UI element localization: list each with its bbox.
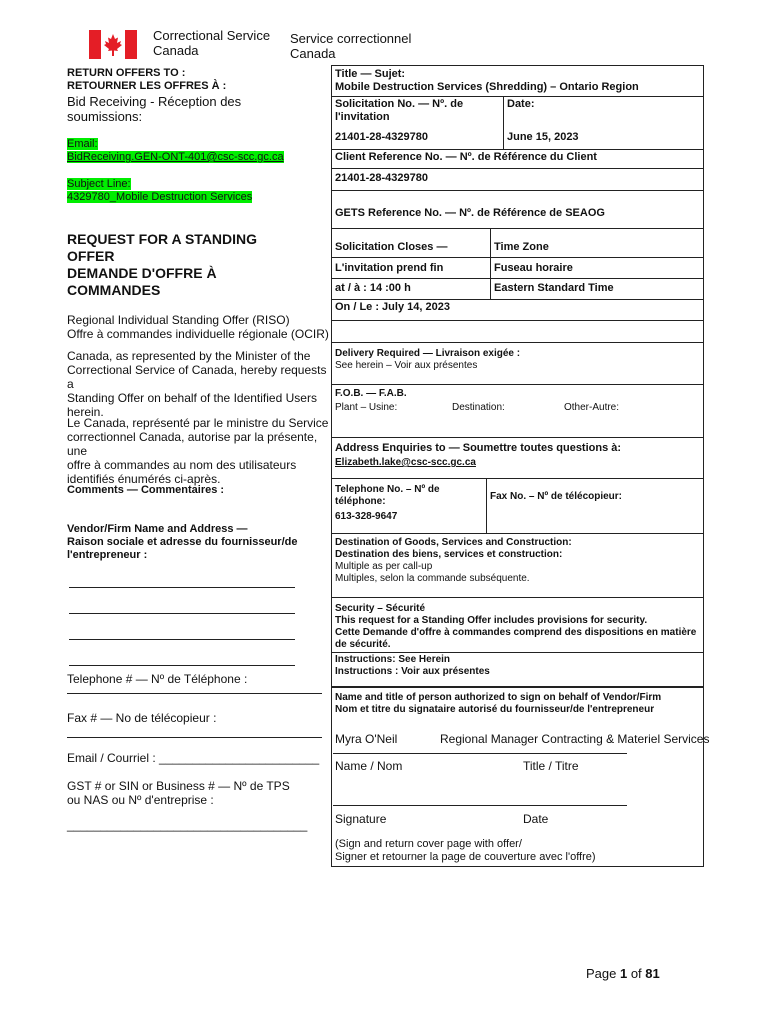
return-offers-en: RETURN OFFERS TO : bbox=[67, 67, 186, 79]
gets-ref-label: GETS Reference No. — Nº. de Référence de SEAOG bbox=[335, 207, 605, 219]
divider bbox=[331, 597, 704, 598]
security-fr-line1: Cette Demande d'offre à commandes comprend des dispositions en matière bbox=[335, 627, 697, 638]
tel-label-line1: Telephone No. – Nº de bbox=[335, 484, 440, 495]
canada-flag-logo bbox=[89, 30, 137, 59]
delivery-value: See herein – Voir aux présentes bbox=[335, 360, 478, 371]
tel-label-line2: téléphone: bbox=[335, 496, 386, 507]
email-link[interactable]: BidReceiving.GEN-ONT-401@csc-scc.gc.ca bbox=[67, 151, 284, 163]
title-label: Title — Sujet: bbox=[335, 68, 406, 80]
closes-time: at / à : 14 :00 h bbox=[335, 282, 411, 294]
divider bbox=[331, 320, 704, 321]
divider bbox=[331, 533, 704, 534]
fob-other: Other-Autre: bbox=[564, 402, 620, 413]
security-section bbox=[335, 603, 696, 651]
page-prefix: Page bbox=[586, 966, 620, 981]
divider bbox=[331, 342, 704, 343]
timezone-value: Eastern Standard Time bbox=[494, 282, 614, 294]
instructions-section bbox=[335, 654, 490, 678]
divider bbox=[331, 96, 704, 97]
dest-goods-en: Destination of Goods, Services and Construction: bbox=[335, 537, 572, 548]
date-sign-label: Date bbox=[523, 812, 549, 826]
gst-blank[interactable]: ____________________________________ bbox=[67, 818, 308, 832]
instructions-en: Instructions: See Herein bbox=[335, 654, 451, 665]
title-section bbox=[335, 68, 639, 94]
enquiries-email-link[interactable]: Elizabeth.lake@csc-scc.gc.ca bbox=[335, 457, 476, 468]
sign-return-note bbox=[335, 838, 596, 864]
riso-en: Regional Individual Standing Offer (RISO) bbox=[67, 313, 290, 327]
divider bbox=[331, 652, 704, 653]
security-label: Security – Sécurité bbox=[335, 603, 426, 614]
fax-blank-line[interactable] bbox=[67, 737, 322, 738]
vendor-blank-line-1[interactable] bbox=[69, 587, 295, 588]
vendor-line1: Vendor/Firm Name and Address — bbox=[67, 523, 248, 535]
divider bbox=[331, 168, 704, 169]
fob-plant: Plant – Usine: bbox=[335, 402, 398, 413]
vendor-blank-line-3[interactable] bbox=[69, 639, 295, 640]
divider bbox=[331, 257, 704, 258]
delivery-label: Delivery Required — Livraison exigée : bbox=[335, 348, 521, 359]
divider bbox=[331, 686, 704, 688]
auth-en: Name and title of person authorized to sign on behalf of Vendor/Firm bbox=[335, 692, 662, 703]
date-label: Date: bbox=[507, 98, 535, 110]
divider bbox=[331, 228, 704, 229]
signature-label: Signature bbox=[335, 812, 387, 826]
divider bbox=[331, 478, 704, 479]
page-total: 81 bbox=[645, 966, 660, 981]
document-title bbox=[67, 231, 257, 299]
subject-label: Subject Line: bbox=[67, 178, 131, 190]
gst-line1: GST # or SIN or Business # — Nº de TPS bbox=[67, 779, 290, 793]
email-courriel-label[interactable]: Email / Courriel : ________________________ bbox=[67, 751, 320, 765]
fax-label: Fax # — No de télécopieur : bbox=[67, 711, 217, 725]
sign-return-fr: Signer et retourner la page de couverture avec l'offre) bbox=[335, 851, 596, 863]
bid-receiving-line1: Bid Receiving - Réception des bbox=[67, 94, 242, 109]
tel-value: 613-328-9647 bbox=[335, 511, 398, 522]
name-label: Name / Nom bbox=[335, 759, 403, 773]
paragraph-en bbox=[67, 349, 329, 419]
page-current: 1 bbox=[619, 966, 628, 981]
telephone-label: Telephone # — Nº de Téléphone : bbox=[67, 672, 248, 686]
instructions-fr: Instructions : Voir aux présentes bbox=[335, 666, 490, 677]
dest-value-fr: Multiples, selon la commande subséquente. bbox=[335, 573, 530, 584]
title-value: Mobile Destruction Services (Shredding) – Ontario Region bbox=[335, 81, 639, 93]
riso-block bbox=[67, 313, 329, 341]
para-en-line1: Canada, as represented by the Minister of the bbox=[67, 349, 311, 363]
para-en-line2: Correctional Service of Canada, hereby requests a bbox=[67, 363, 327, 391]
name-title-line[interactable] bbox=[333, 753, 627, 754]
fax-no-label: Fax No. – Nº de télécopieur: bbox=[490, 491, 623, 502]
page-number bbox=[586, 966, 660, 981]
solicitation-no-label bbox=[335, 98, 463, 124]
telephone-blank-line[interactable] bbox=[67, 693, 322, 694]
divider bbox=[503, 96, 504, 150]
subject-block bbox=[67, 178, 252, 204]
riso-fr: Offre à commandes individuelle régionale (OCIR) bbox=[67, 327, 329, 341]
dept-fr-line2: Canada bbox=[290, 46, 336, 61]
dept-en-line2: Canada bbox=[153, 43, 199, 58]
subject-value: 4329780_Mobile Destruction Services bbox=[67, 191, 253, 203]
vendor-blank-line-2[interactable] bbox=[69, 613, 295, 614]
solicitation-number: 21401-28-4329780 bbox=[335, 131, 428, 143]
divider bbox=[486, 478, 487, 533]
solicitation-no-line1: Solicitation No. — Nº. de bbox=[335, 98, 464, 110]
vendor-line3: l'entrepreneur : bbox=[67, 549, 148, 561]
dept-fr-line1: Service correctionnel bbox=[290, 31, 412, 46]
title-line3: DEMANDE D'OFFRE À bbox=[67, 265, 217, 281]
fob-label: F.O.B. — F.A.B. bbox=[335, 388, 407, 399]
timezone-fr: Fuseau horaire bbox=[494, 262, 573, 274]
title-line1: REQUEST FOR A STANDING bbox=[67, 231, 258, 247]
divider bbox=[331, 278, 704, 279]
timezone-en: Time Zone bbox=[494, 241, 549, 253]
divider bbox=[331, 149, 704, 150]
closes-en: Solicitation Closes — bbox=[335, 241, 448, 253]
vendor-line2: Raison sociale et adresse du fournisseur/de bbox=[67, 536, 298, 548]
email-label: Email: bbox=[67, 138, 98, 150]
solicitation-no-line2: l'invitation bbox=[335, 111, 390, 123]
divider bbox=[331, 299, 704, 300]
fob-destination: Destination: bbox=[452, 402, 505, 413]
gst-label bbox=[67, 779, 290, 807]
tel-label bbox=[335, 484, 440, 508]
para-fr-line2: correctionnel Canada, autorise par la présente, une bbox=[67, 430, 318, 458]
para-en-line4: herein. bbox=[67, 405, 104, 419]
divider bbox=[490, 228, 491, 300]
client-ref-label: Client Reference No. — Nº. de Référence du Client bbox=[335, 151, 597, 163]
return-offers-fr: RETOURNER LES OFFRES À : bbox=[67, 80, 227, 92]
signature-line[interactable] bbox=[333, 805, 627, 806]
email-block bbox=[67, 138, 284, 164]
closes-fr: L'invitation prend fin bbox=[335, 262, 444, 274]
para-fr-line1: Le Canada, représenté par le ministre du Service bbox=[67, 416, 329, 430]
page-of: of bbox=[627, 966, 646, 981]
paragraph-fr bbox=[67, 416, 329, 486]
vendor-blank-line-4[interactable] bbox=[69, 665, 295, 666]
signer-title: Regional Manager Contracting & Materiel Services bbox=[440, 732, 710, 746]
bid-receiving bbox=[67, 94, 241, 124]
title-line4: COMMANDES bbox=[67, 282, 161, 298]
title-label: Title / Titre bbox=[523, 759, 579, 773]
signer-name: Myra O'Neil bbox=[335, 732, 398, 746]
gst-line2: ou NAS ou Nº d'entreprise : bbox=[67, 793, 214, 807]
return-offers-heading bbox=[67, 67, 226, 93]
security-fr-line2: de sécurité. bbox=[335, 639, 391, 650]
destination-section bbox=[335, 537, 572, 585]
security-en: This request for a Standing Offer includes provisions for security. bbox=[335, 615, 648, 626]
sign-return-en: (Sign and return cover page with offer/ bbox=[335, 838, 522, 850]
authorized-signer-section bbox=[335, 692, 661, 716]
divider bbox=[331, 437, 704, 438]
vendor-label bbox=[67, 523, 297, 562]
dest-value-en: Multiple as per call-up bbox=[335, 561, 433, 572]
para-fr-line4: identifiés énumérés ci-après. bbox=[67, 472, 221, 486]
para-en-line3: Standing Offer on behalf of the Identified Users bbox=[67, 391, 317, 405]
enquiries-label: Address Enquiries to — Soumettre toutes questions à: bbox=[335, 442, 622, 454]
department-name-en bbox=[153, 28, 270, 58]
auth-fr: Nom et titre du signataire autorisé du fournisseur/de l'entrepreneur bbox=[335, 704, 655, 715]
comments-label: Comments — Commentaires : bbox=[67, 484, 225, 496]
dept-en-line1: Correctional Service bbox=[153, 28, 271, 43]
para-fr-line3: offre à commandes au nom des utilisateurs bbox=[67, 458, 297, 472]
divider bbox=[331, 384, 704, 385]
divider bbox=[331, 190, 704, 191]
title-line2: OFFER bbox=[67, 248, 115, 264]
client-ref-value: 21401-28-4329780 bbox=[335, 172, 428, 184]
bid-receiving-line2: soumissions: bbox=[67, 109, 143, 124]
dest-goods-fr: Destination des biens, services et construction: bbox=[335, 549, 563, 560]
department-name-fr bbox=[290, 31, 411, 61]
closes-date: On / Le : July 14, 2023 bbox=[335, 301, 450, 313]
solicitation-date: June 15, 2023 bbox=[507, 131, 579, 143]
